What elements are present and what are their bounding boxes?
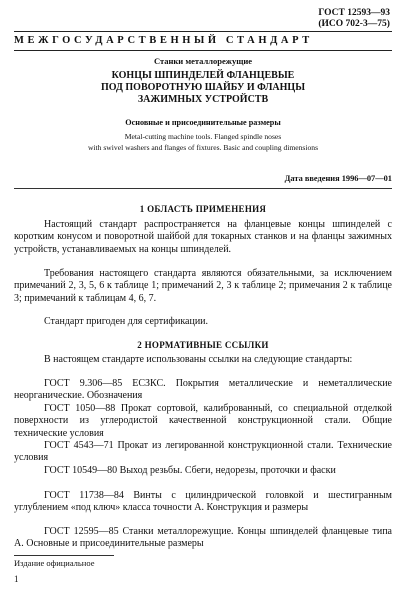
- section-heading-scope: 1 ОБЛАСТЬ ПРИМЕНЕНИЯ: [139, 204, 267, 214]
- gost-code-block: [318, 8, 390, 30]
- header-rule: [14, 50, 392, 51]
- document-title: [14, 70, 392, 106]
- paragraph: Настоящий стандарт распространяется на фланцевые концы шпинделей с коротким конусом и поворотной шайбой для токарных станков и на фланцы зажимных устройств, устанавливаемых на концы шпинделей.: [14, 219, 392, 255]
- introduction-date: Дата введения 1996—07—01: [284, 174, 392, 183]
- top-rule: [14, 31, 392, 32]
- official-edition-note: Издание официальное: [14, 558, 95, 568]
- page-number: 1: [14, 574, 19, 584]
- reference-item: ГОСТ 11738—84 Винты с цилиндрической головкой и шестигранным углублением «под ключ» класса точности А. Конструкция и размеры: [14, 490, 392, 514]
- english-title-line: Metal-cutting machine tools. Flanged spindle noses: [124, 132, 282, 141]
- title-line: ПОД ПОВОРОТНУЮ ШАЙБУ И ФЛАНЦЫ: [100, 82, 306, 93]
- section-heading-references: 2 НОРМАТИВНЫЕ ССЫЛКИ: [137, 340, 269, 350]
- footer-rule: [14, 555, 114, 556]
- reference-item: ГОСТ 1050—88 Прокат сортовой, калиброванный, со специальной отделкой поверхности из углеродистой качественной конструкционной стали. Общие технические условия: [14, 403, 392, 439]
- reference-item: ГОСТ 4543—71 Прокат из легированной конструкционной стали. Технические условия: [14, 440, 392, 464]
- document-subtitle: Основные и присоединительные размеры: [125, 118, 281, 127]
- paragraph: Стандарт пригоден для сертификации.: [44, 316, 209, 327]
- reference-item: ГОСТ 9.306—85 ЕСЗКС. Покрытия металлические и неметаллические неорганические. Обозначения: [14, 378, 392, 402]
- gost-number: ГОСТ 12593—93: [318, 8, 390, 18]
- date-rule: [14, 188, 392, 189]
- paragraph: Требования настоящего стандарта являются обязательными, за исключением примечаний 2, 3, 5, 6 к таблице 1; примечаний 2, 3 к таблице 2; примечания 2 к таблице 3; примечаний к таблицам 4, 6, 7.: [14, 268, 392, 304]
- title-line: ЗАЖИМНЫХ УСТРОЙСТВ: [137, 94, 269, 105]
- reference-item: ГОСТ 12595—85 Станки металлорежущие. Концы шпинделей фланцевые типа А. Основные и присоединительные размеры: [14, 526, 392, 550]
- english-title-line: with swivel washers and flanges of fixtures. Basic and coupling dimensions: [87, 143, 319, 152]
- title-line: КОНЦЫ ШПИНДЕЛЕЙ ФЛАНЦЕВЫЕ: [111, 70, 295, 81]
- standard-group: Станки металлорежущие: [153, 56, 253, 66]
- english-title: [14, 131, 392, 153]
- iso-number: (ИСО 702-3—75): [318, 19, 390, 29]
- reference-item: ГОСТ 10549—80 Выход резьбы. Сбеги, недорезы, проточки и фаски: [44, 465, 336, 476]
- interstate-standard-label: МЕЖГОСУДАРСТВЕННЫЙ СТАНДАРТ: [14, 35, 313, 46]
- paragraph: В настоящем стандарте использованы ссылки на следующие стандарты:: [44, 354, 353, 365]
